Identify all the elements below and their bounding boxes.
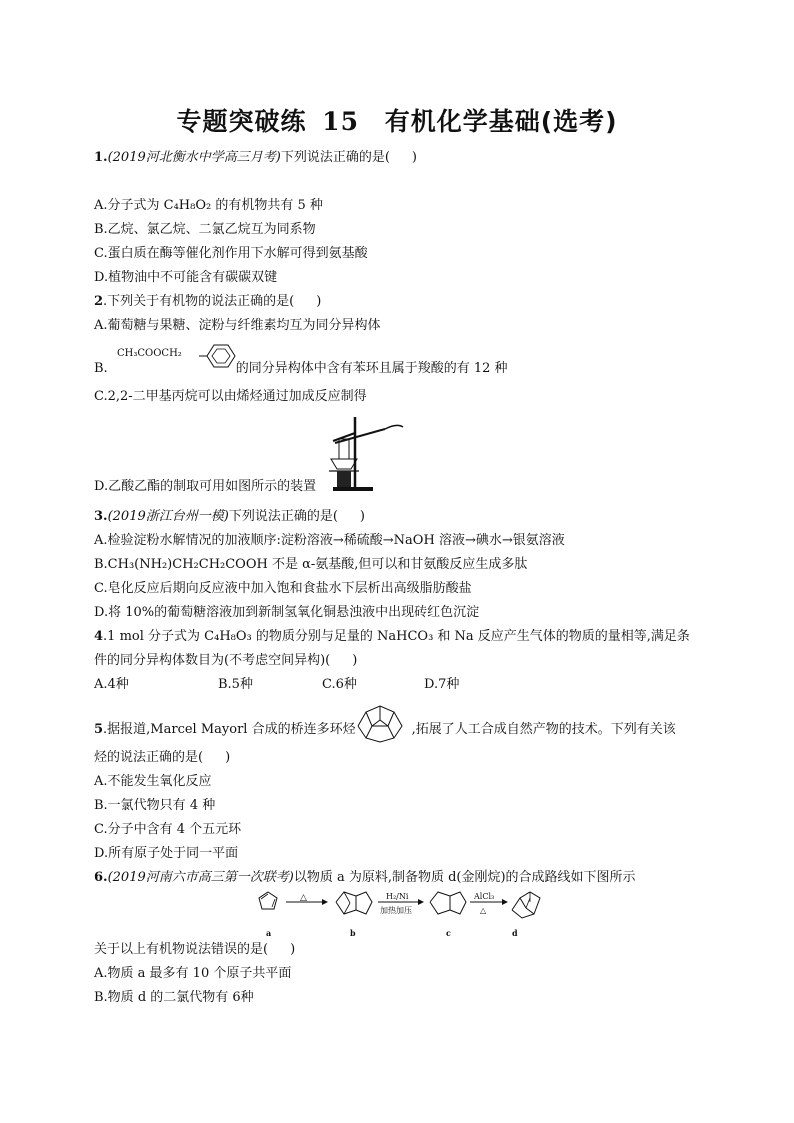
compound-a-structure <box>259 892 277 909</box>
q4-stem-line2: 件的同分异构体数目为(不考虑空间异构)( ) <box>94 653 358 668</box>
arrow-2-condition-bottom: 加热加压 <box>380 906 412 915</box>
q3-number: 3 <box>94 509 104 524</box>
q2-option-d: D.乙酸乙酯的制取可用如图所示的装置 <box>94 479 317 494</box>
q1-number: 1 <box>94 150 104 165</box>
q1-option-c: C.蛋白质在酶等催化剂作用下水解可得到氨基酸 <box>94 246 368 261</box>
q5-stem-line2: 烃的说法正确的是( ) <box>94 750 231 765</box>
q2-option-c: C.2,2-二甲基丙烷可以由烯烃通过加成反应制得 <box>94 389 367 404</box>
compound-b-label: b <box>350 928 356 938</box>
q4-options <box>94 676 459 694</box>
compound-c-label: c <box>446 928 451 938</box>
q2-stem: 2.下列关于有机物的说法正确的是( ) <box>94 294 322 309</box>
q3-option-c: C.皂化反应后期向反应液中加入饱和食盐水下层析出高级脂肪酸盐 <box>94 581 472 596</box>
q3-option-a: A.检验淀粉水解情况的加液顺序:淀粉溶液→稀硫酸→NaOH 溶液→碘水→银氨溶液 <box>94 533 565 548</box>
q5-number: 5 <box>94 722 104 737</box>
q6-option-b: B.物质 d 的二氯代物有 6种 <box>94 990 254 1005</box>
q4-option-a: A.4种 <box>94 677 129 692</box>
arrow-1 <box>286 899 328 905</box>
q6-stem-line2: 关于以上有机物说法错误的是( ) <box>94 942 296 957</box>
q2-b-formula: CH₃COOCH₂ <box>117 348 182 359</box>
q3-stem: 3.(2019浙江台州一模)下列说法正确的是( ) <box>94 509 365 524</box>
benzene-ring-structure <box>199 342 239 372</box>
title-subtitle: 有机化学基础(选考) <box>384 107 618 136</box>
q5-option-d: D.所有原子处于同一平面 <box>94 846 239 861</box>
q1-stem-text: 下列说法正确的是( <box>280 150 390 165</box>
q6-option-a: A.物质 a 最多有 10 个原子共平面 <box>94 966 292 981</box>
bridged-polycyclic-hydrocarbon-structure <box>354 700 410 744</box>
q2-option-a: A.葡萄糖与果糖、淀粉与纤维素均互为同分异构体 <box>94 318 381 333</box>
q3-option-b: B.CH₃(NH₂)CH₂CH₂COOH 不是 α-氨基酸,但可以和甘氨酸反应生成多肽 <box>94 557 528 572</box>
compound-a-label: a <box>266 928 272 938</box>
q1-source: (2019河北衡水中学高三月考) <box>107 150 281 165</box>
title-number: 15 <box>322 107 359 136</box>
q4-option-c: C.6种 <box>322 677 357 692</box>
q2-number: 2 <box>94 294 104 309</box>
q4-option-d: D.7种 <box>424 677 460 692</box>
q6-stem: 6.(2019河南六市高三第一次联考)以物质 a 为原料,制备物质 d(金刚烷)的合成路线如下图所示 <box>94 870 636 885</box>
q4-option-b: B.5种 <box>218 677 253 692</box>
compound-d-label: d <box>512 928 518 938</box>
arrow-1-condition: △ <box>300 893 307 903</box>
page-title <box>0 102 794 138</box>
q4-number: 4 <box>94 629 104 644</box>
q5-option-b: B.一氯代物只有 4 种 <box>94 798 216 813</box>
q3-option-d: D.将 10%的葡萄糖溶液加到新制氢氧化铜悬浊液中出现砖红色沉淀 <box>94 605 480 620</box>
title-text: 专题突破练 <box>176 107 307 136</box>
ester-apparatus-figure <box>325 413 405 493</box>
arrow-2-condition-top: H₂/Ni <box>386 892 409 901</box>
compound-d-structure <box>512 892 540 918</box>
q4-stem: 4.1 mol 分子式为 C₄H₈O₃ 的物质分别与足量的 NaHCO₃ 和 Na 反应产生气体的物质的量相等,满足条 <box>94 629 690 644</box>
q5-stem: 5.据报道,Marcel Mayorl 合成的桥连多环烃 ,拓展了人工合成自然产物的技术。下列有关该 <box>94 722 676 737</box>
q1-option-a: A.分子式为 C₄H₈O₂ 的有机物共有 5 种 <box>94 198 323 213</box>
arrow-3-condition-top: AlCl₃ <box>474 892 495 901</box>
q1-option-b: B.乙烷、氯乙烷、二氯乙烷互为同系物 <box>94 222 316 237</box>
q1-stem: 1.(2019河北衡水中学高三月考)下列说法正确的是( ) <box>94 150 417 165</box>
q2-option-b: B. 的同分异构体中含有苯环且属于羧酸的有 12 种 <box>94 361 508 376</box>
q6-number: 6 <box>94 870 104 885</box>
arrow-3-condition-bottom: △ <box>480 906 487 915</box>
compound-c-structure <box>430 892 466 914</box>
q5-option-a: A.不能发生氧化反应 <box>94 774 212 789</box>
compound-b-structure <box>336 892 372 914</box>
q1-option-d: D.植物油中不可能含有碳碳双键 <box>94 270 278 285</box>
q5-option-c: C.分子中含有 4 个五元环 <box>94 822 242 837</box>
